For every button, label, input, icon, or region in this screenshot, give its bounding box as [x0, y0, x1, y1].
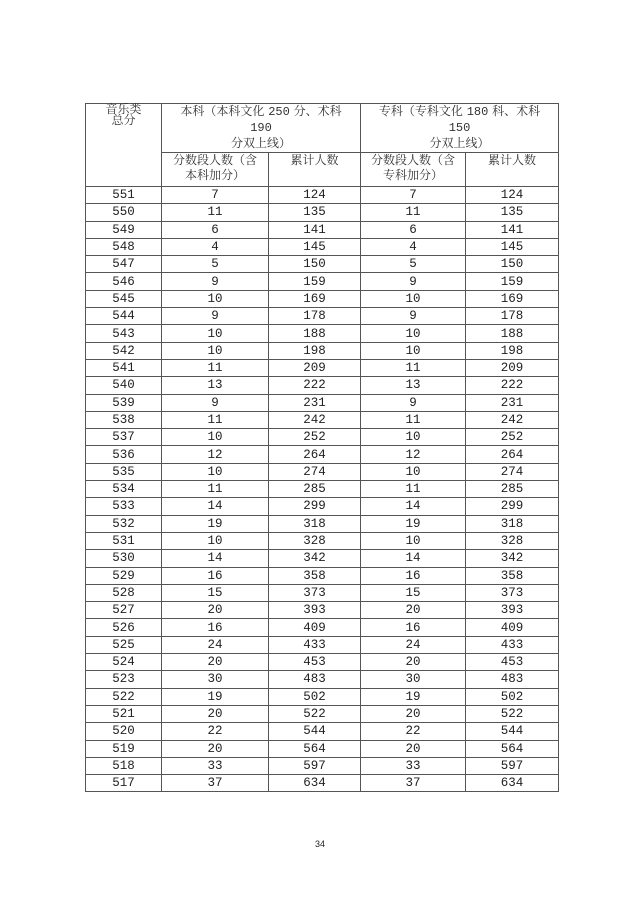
score-distribution-table [85, 103, 559, 792]
bk-title-mid: 分、术科 [289, 104, 342, 118]
score-cell: 538 [86, 411, 162, 428]
zk-count-cell: 14 [361, 498, 466, 515]
bk-cumulative-cell: 564 [269, 740, 361, 757]
zk-title-suffix: 分双上线） [429, 136, 490, 150]
bk-count-cell: 14 [162, 550, 269, 567]
zk-count-cell: 22 [361, 723, 466, 740]
zk-cumulative-cell: 124 [466, 187, 559, 204]
zk-count-cell: 19 [361, 688, 466, 705]
zk-cumulative-cell: 318 [466, 515, 559, 532]
zk-count-cell: 9 [361, 273, 466, 290]
score-cell: 536 [86, 446, 162, 463]
table-row [86, 671, 559, 688]
table-row [86, 532, 559, 549]
table-row [86, 308, 559, 325]
score-cell: 548 [86, 238, 162, 255]
total-score-header [86, 104, 162, 187]
table-row [86, 187, 559, 204]
zk-count-cell: 10 [361, 342, 466, 359]
bk-cumulative-cell: 358 [269, 567, 361, 584]
table-row [86, 723, 559, 740]
bk-cumulative-cell: 159 [269, 273, 361, 290]
bk-count-cell: 10 [162, 325, 269, 342]
bk-count-cell: 9 [162, 308, 269, 325]
score-cell: 547 [86, 256, 162, 273]
bk-cumulative-cell: 264 [269, 446, 361, 463]
zk-cumulative-header: 累计人数 [466, 153, 559, 187]
score-cell: 529 [86, 567, 162, 584]
table-row [86, 654, 559, 671]
zk-count-cell: 15 [361, 584, 466, 601]
table-row [86, 273, 559, 290]
bk-cumulative-cell: 145 [269, 238, 361, 255]
bk-count-header-text: 分数段人数（含本科加分） [172, 153, 257, 182]
zk-cumulative-cell: 231 [466, 394, 559, 411]
table-row [86, 498, 559, 515]
bk-cumulative-cell: 198 [269, 342, 361, 359]
bk-count-cell: 33 [162, 757, 269, 774]
bk-cumulative-cell: 141 [269, 221, 361, 238]
score-cell: 540 [86, 377, 162, 394]
zk-cumulative-cell: 264 [466, 446, 559, 463]
zk-cumulative-cell: 150 [466, 256, 559, 273]
table-row [86, 256, 559, 273]
bk-count-cell: 10 [162, 342, 269, 359]
junior-college-group-header [361, 104, 559, 153]
zk-count-cell: 20 [361, 740, 466, 757]
zk-cumulative-cell: 209 [466, 359, 559, 376]
bk-cumulative-cell: 318 [269, 515, 361, 532]
score-cell: 545 [86, 290, 162, 307]
bk-count-cell: 11 [162, 204, 269, 221]
bk-count-cell: 20 [162, 602, 269, 619]
table-row [86, 705, 559, 722]
bk-count-cell: 15 [162, 584, 269, 601]
zk-cumulative-cell: 409 [466, 619, 559, 636]
zk-cumulative-cell: 285 [466, 481, 559, 498]
bk-count-cell: 24 [162, 636, 269, 653]
bk-count-cell: 22 [162, 723, 269, 740]
bk-count-cell: 16 [162, 567, 269, 584]
score-cell: 542 [86, 342, 162, 359]
bk-cumulative-cell: 178 [269, 308, 361, 325]
zk-count-cell: 20 [361, 602, 466, 619]
table-row [86, 775, 559, 792]
zk-count-cell: 13 [361, 377, 466, 394]
table-row [86, 515, 559, 532]
zk-cumulative-cell: 522 [466, 705, 559, 722]
table-row [86, 238, 559, 255]
table-row [86, 619, 559, 636]
zk-count-cell: 20 [361, 705, 466, 722]
table-row [86, 290, 559, 307]
bk-count-cell: 14 [162, 498, 269, 515]
bk-culture-score: 250 [268, 105, 290, 119]
bk-cumulative-cell: 222 [269, 377, 361, 394]
zk-count-cell: 37 [361, 775, 466, 792]
table-row [86, 757, 559, 774]
zk-count-cell: 11 [361, 204, 466, 221]
zk-count-cell: 11 [361, 359, 466, 376]
total-score-header-text: 音乐类总分 [105, 102, 142, 127]
bk-cumulative-cell: 409 [269, 619, 361, 636]
table-row [86, 636, 559, 653]
score-cell: 519 [86, 740, 162, 757]
bk-art-score: 190 [250, 121, 272, 135]
zk-culture-score: 180 [466, 105, 489, 119]
score-cell: 524 [86, 654, 162, 671]
score-cell: 534 [86, 481, 162, 498]
score-cell: 549 [86, 221, 162, 238]
score-cell: 525 [86, 636, 162, 653]
zk-title-mid: 科、术科 [488, 104, 541, 118]
table-row [86, 411, 559, 428]
bk-count-cell: 7 [162, 187, 269, 204]
bk-count-cell: 16 [162, 619, 269, 636]
score-cell: 527 [86, 602, 162, 619]
score-cell: 521 [86, 705, 162, 722]
bk-count-cell: 11 [162, 481, 269, 498]
zk-count-cell: 10 [361, 429, 466, 446]
score-cell: 517 [86, 775, 162, 792]
zk-title-prefix: 专科（专科文化 [378, 104, 467, 118]
table-row [86, 359, 559, 376]
bk-cumulative-cell: 242 [269, 411, 361, 428]
bk-cumulative-cell: 433 [269, 636, 361, 653]
table-row [86, 325, 559, 342]
zk-cumulative-cell: 393 [466, 602, 559, 619]
table-row [86, 602, 559, 619]
score-cell: 526 [86, 619, 162, 636]
table-body [86, 187, 559, 792]
bk-cumulative-cell: 502 [269, 688, 361, 705]
bk-count-cell: 9 [162, 394, 269, 411]
zk-count-cell: 24 [361, 636, 466, 653]
score-cell: 544 [86, 308, 162, 325]
zk-cumulative-cell: 159 [466, 273, 559, 290]
bk-cumulative-cell: 328 [269, 532, 361, 549]
zk-cumulative-cell: 252 [466, 429, 559, 446]
score-cell: 535 [86, 463, 162, 480]
table-row [86, 342, 559, 359]
zk-cumulative-cell: 342 [466, 550, 559, 567]
bk-title-suffix: 分双上线） [231, 136, 292, 150]
zk-cumulative-cell: 544 [466, 723, 559, 740]
score-cell: 541 [86, 359, 162, 376]
bk-cumulative-cell: 252 [269, 429, 361, 446]
zk-count-cell: 16 [361, 567, 466, 584]
bk-count-cell: 20 [162, 740, 269, 757]
bk-count-cell: 19 [162, 688, 269, 705]
score-cell: 550 [86, 204, 162, 221]
zk-cumulative-cell: 222 [466, 377, 559, 394]
bk-title-prefix: 本科（本科文化 [180, 104, 269, 118]
bk-cumulative-cell: 135 [269, 204, 361, 221]
zk-count-cell: 16 [361, 619, 466, 636]
bk-count-cell: 20 [162, 654, 269, 671]
bk-cumulative-cell: 483 [269, 671, 361, 688]
zk-count-cell: 14 [361, 550, 466, 567]
zk-cumulative-cell: 188 [466, 325, 559, 342]
score-cell: 539 [86, 394, 162, 411]
bk-cumulative-cell: 169 [269, 290, 361, 307]
table-row [86, 204, 559, 221]
zk-count-cell: 6 [361, 221, 466, 238]
bk-cumulative-cell: 342 [269, 550, 361, 567]
zk-art-score: 150 [448, 121, 471, 135]
zk-count-cell: 7 [361, 187, 466, 204]
undergraduate-group-header [162, 104, 361, 153]
table-row [86, 567, 559, 584]
bk-cumulative-cell: 209 [269, 359, 361, 376]
bk-cumulative-cell: 285 [269, 481, 361, 498]
bk-count-cell: 37 [162, 775, 269, 792]
zk-count-cell: 9 [361, 394, 466, 411]
score-cell: 523 [86, 671, 162, 688]
zk-count-cell: 9 [361, 308, 466, 325]
score-cell: 518 [86, 757, 162, 774]
zk-count-header [361, 153, 466, 187]
table-row [86, 221, 559, 238]
page-number: 34 [314, 839, 325, 849]
bk-cumulative-cell: 124 [269, 187, 361, 204]
zk-cumulative-cell: 145 [466, 238, 559, 255]
bk-cumulative-cell: 188 [269, 325, 361, 342]
zk-count-cell: 10 [361, 463, 466, 480]
score-cell: 531 [86, 532, 162, 549]
bk-count-cell: 6 [162, 221, 269, 238]
table-row [86, 688, 559, 705]
bk-count-cell: 10 [162, 429, 269, 446]
bk-cumulative-cell: 634 [269, 775, 361, 792]
zk-count-header-text: 分数段人数（含专科加分） [371, 153, 456, 182]
score-cell: 537 [86, 429, 162, 446]
score-cell: 532 [86, 515, 162, 532]
bk-count-cell: 10 [162, 532, 269, 549]
score-cell: 546 [86, 273, 162, 290]
score-cell: 528 [86, 584, 162, 601]
table-row [86, 377, 559, 394]
bk-count-cell: 30 [162, 671, 269, 688]
bk-count-cell: 10 [162, 290, 269, 307]
table-row [86, 463, 559, 480]
zk-count-cell: 11 [361, 411, 466, 428]
zk-cumulative-cell: 453 [466, 654, 559, 671]
bk-cumulative-header: 累计人数 [269, 153, 361, 187]
bk-count-cell: 11 [162, 411, 269, 428]
score-cell: 530 [86, 550, 162, 567]
bk-count-cell: 9 [162, 273, 269, 290]
bk-count-cell: 4 [162, 238, 269, 255]
bk-count-cell: 5 [162, 256, 269, 273]
zk-cumulative-cell: 141 [466, 221, 559, 238]
zk-count-cell: 10 [361, 325, 466, 342]
zk-cumulative-cell: 358 [466, 567, 559, 584]
score-cell: 533 [86, 498, 162, 515]
bk-cumulative-cell: 597 [269, 757, 361, 774]
table-row [86, 740, 559, 757]
zk-cumulative-cell: 299 [466, 498, 559, 515]
bk-count-cell: 12 [162, 446, 269, 463]
zk-count-cell: 10 [361, 290, 466, 307]
zk-count-cell: 20 [361, 654, 466, 671]
zk-cumulative-cell: 597 [466, 757, 559, 774]
table-row [86, 584, 559, 601]
score-cell: 522 [86, 688, 162, 705]
zk-count-cell: 30 [361, 671, 466, 688]
zk-cumulative-cell: 433 [466, 636, 559, 653]
zk-cumulative-cell: 198 [466, 342, 559, 359]
zk-cumulative-cell: 564 [466, 740, 559, 757]
zk-cumulative-cell: 502 [466, 688, 559, 705]
zk-cumulative-cell: 169 [466, 290, 559, 307]
bk-count-cell: 19 [162, 515, 269, 532]
bk-cumulative-cell: 150 [269, 256, 361, 273]
zk-cumulative-cell: 274 [466, 463, 559, 480]
bk-cumulative-cell: 274 [269, 463, 361, 480]
bk-count-cell: 13 [162, 377, 269, 394]
table-row [86, 394, 559, 411]
zk-cumulative-cell: 483 [466, 671, 559, 688]
bk-cumulative-cell: 453 [269, 654, 361, 671]
zk-count-cell: 5 [361, 256, 466, 273]
zk-cumulative-cell: 242 [466, 411, 559, 428]
bk-cumulative-cell: 231 [269, 394, 361, 411]
score-cell: 551 [86, 187, 162, 204]
bk-count-header [162, 153, 269, 187]
bk-count-cell: 11 [162, 359, 269, 376]
zk-cumulative-cell: 135 [466, 204, 559, 221]
bk-cumulative-cell: 299 [269, 498, 361, 515]
zk-count-cell: 12 [361, 446, 466, 463]
zk-count-cell: 10 [361, 532, 466, 549]
bk-cumulative-cell: 522 [269, 705, 361, 722]
zk-cumulative-cell: 178 [466, 308, 559, 325]
table-row [86, 446, 559, 463]
bk-cumulative-cell: 373 [269, 584, 361, 601]
score-cell: 520 [86, 723, 162, 740]
zk-cumulative-cell: 373 [466, 584, 559, 601]
bk-cumulative-cell: 544 [269, 723, 361, 740]
zk-cumulative-cell: 328 [466, 532, 559, 549]
zk-count-cell: 19 [361, 515, 466, 532]
zk-cumulative-cell: 634 [466, 775, 559, 792]
zk-count-cell: 33 [361, 757, 466, 774]
table-row [86, 481, 559, 498]
zk-count-cell: 11 [361, 481, 466, 498]
bk-cumulative-cell: 393 [269, 602, 361, 619]
bk-count-cell: 20 [162, 705, 269, 722]
table-row [86, 550, 559, 567]
score-cell: 543 [86, 325, 162, 342]
bk-count-cell: 10 [162, 463, 269, 480]
zk-count-cell: 4 [361, 238, 466, 255]
table-row [86, 429, 559, 446]
